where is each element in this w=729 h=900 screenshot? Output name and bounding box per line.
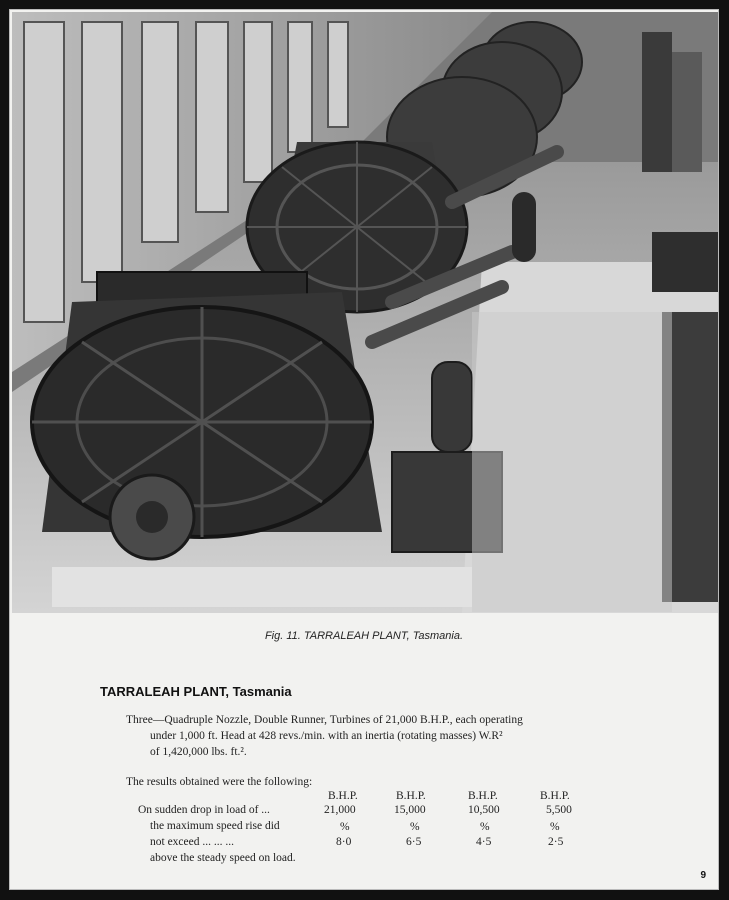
description-line-2: under 1,000 ft. Head at 428 revs./min. with an inertia (rotating masses) W.R² <box>150 730 503 742</box>
load-value: 21,000 <box>324 804 356 816</box>
load-value: 10,500 <box>468 804 500 816</box>
speed-rise-value: 4·5 <box>476 836 492 848</box>
unit-header: B.H.P. <box>396 790 426 802</box>
load-value: 15,000 <box>394 804 426 816</box>
row-label-speed-rise: the maximum speed rise did <box>150 820 280 832</box>
description-paragraph <box>126 712 616 760</box>
percent-sign: % <box>340 821 350 833</box>
percent-sign: % <box>480 821 490 833</box>
section-title: TARRALEAH PLANT, Tasmania <box>100 684 292 699</box>
unit-header: B.H.P. <box>468 790 498 802</box>
row-label-steady-speed: above the steady speed on load. <box>150 852 296 864</box>
document-page <box>9 9 719 890</box>
percent-sign: % <box>410 821 420 833</box>
description-line-3: of 1,420,000 lbs. ft.². <box>150 746 247 758</box>
unit-header: B.H.P. <box>540 790 570 802</box>
page-number: 9 <box>700 870 706 881</box>
speed-rise-value: 8·0 <box>336 836 352 848</box>
figure-caption: Fig. 11. TARRALEAH PLANT, Tasmania. <box>264 630 464 642</box>
turbine-hall-photo <box>12 12 718 613</box>
load-value: 5,500 <box>546 804 572 816</box>
description-line-1: Three—Quadruple Nozzle, Double Runner, Turbines of 21,000 B.H.P., each operating <box>126 714 523 726</box>
row-label-not-exceed: not exceed ... ... ... <box>150 836 234 848</box>
percent-sign: % <box>550 821 560 833</box>
unit-header: B.H.P. <box>328 790 358 802</box>
speed-rise-value: 2·5 <box>548 836 564 848</box>
results-intro: The results obtained were the following: <box>126 776 313 788</box>
speed-rise-value: 6·5 <box>406 836 422 848</box>
row-label-load-drop: On sudden drop in load of ... <box>138 804 270 816</box>
